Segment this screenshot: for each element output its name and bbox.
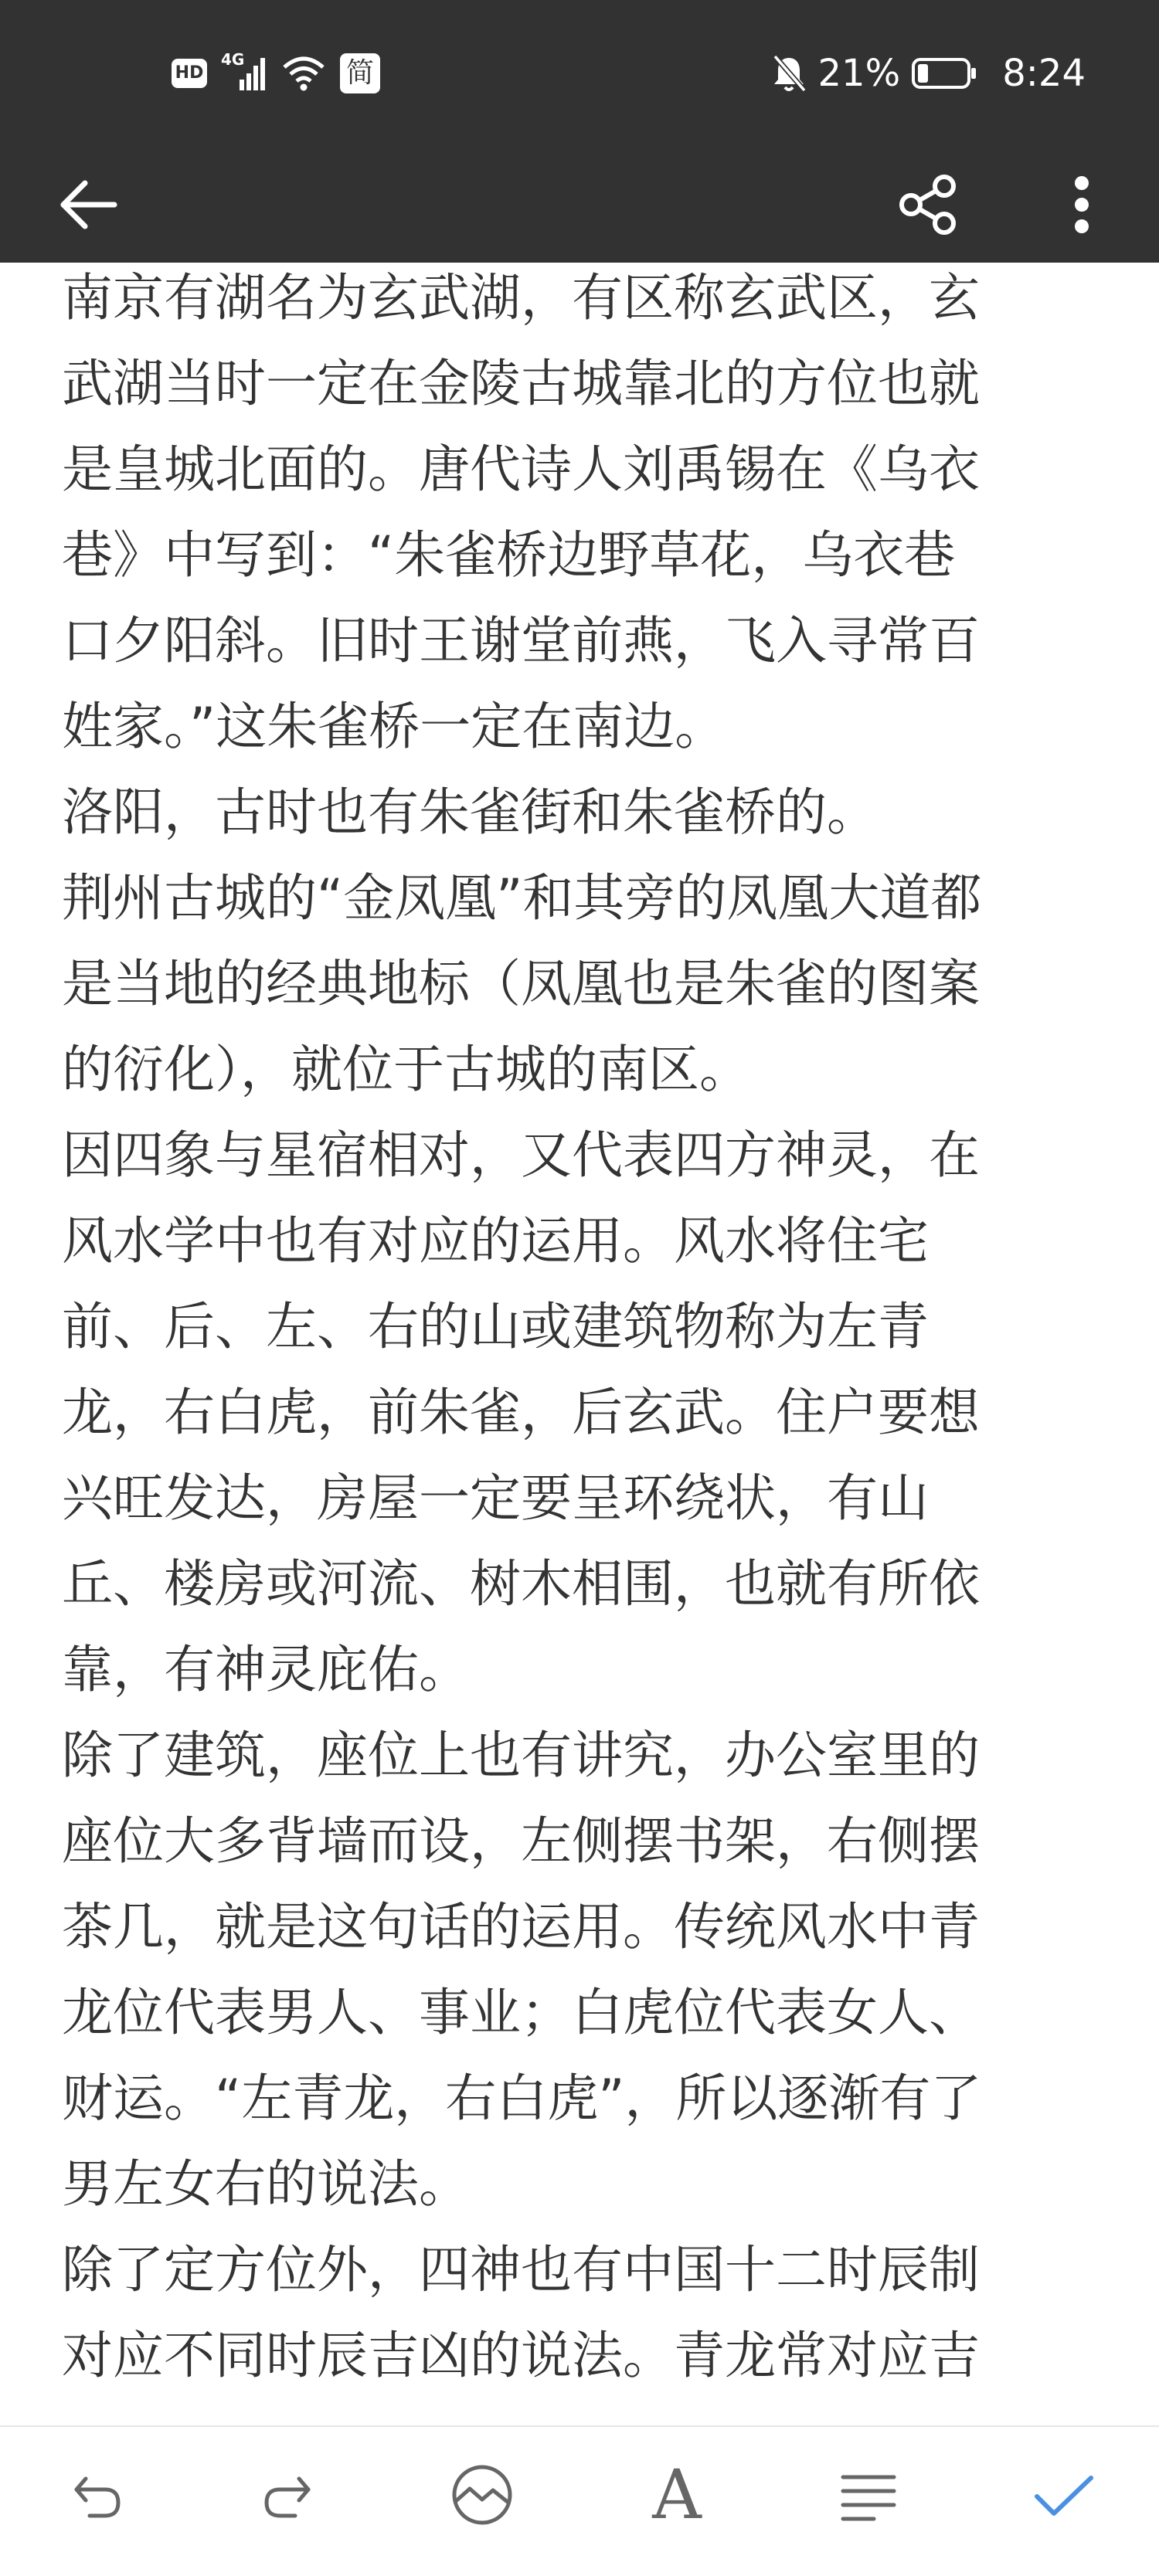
undo-button[interactable]: [59, 2456, 136, 2534]
article-line: 荆州古城的“金凤凰”和其旁的凤凰大道都: [62, 868, 982, 928]
article-line: 巷》中写到：“朱雀桥边野草花，乌衣巷: [62, 525, 956, 585]
article-line: 茶几，就是这句话的运用。传统风水中青: [62, 1897, 980, 1957]
done-button[interactable]: [1025, 2456, 1102, 2534]
article-paragraph: [62, 855, 1089, 1112]
sticker-icon: [445, 2458, 519, 2532]
status-left-icons: [172, 48, 380, 99]
clock: 8:24: [1002, 52, 1086, 95]
article-line: 丘、楼房或河流、树木相围，也就有所依: [62, 1554, 980, 1614]
article-line: 对应不同时辰吉凶的说法。青龙常对应吉: [62, 2326, 980, 2385]
cellular-signal-icon: [221, 50, 267, 92]
redo-icon: [253, 2460, 322, 2530]
article-line: 男左女右的说法。: [62, 2154, 470, 2214]
article-line: 座位大多背墙而设，左侧摆书架，右侧摆: [62, 1811, 980, 1871]
input-method-icon: 简: [340, 53, 380, 93]
top-bar: [0, 0, 1159, 263]
article-line: 除了建筑，座位上也有讲究，办公室里的: [62, 1726, 980, 1785]
back-button[interactable]: [54, 170, 124, 239]
check-icon: [1026, 2458, 1100, 2532]
article-line: 风水学中也有对应的运用。风水将住宅: [62, 1211, 929, 1271]
more-vert-icon: [1051, 166, 1113, 243]
hd-icon: HD: [172, 59, 207, 88]
share-button[interactable]: [889, 166, 966, 243]
share-icon: [889, 166, 966, 243]
article-line: 因四象与星宿相对，又代表四方神灵，在: [62, 1125, 980, 1185]
article-line: 姓家。”这朱雀桥一定在南边。: [62, 697, 726, 756]
wifi-icon: [281, 55, 326, 92]
redo-button[interactable]: [249, 2456, 326, 2534]
font-style-button[interactable]: A: [652, 2455, 702, 2534]
article-line: 的衍化），就位于古城的南区。: [62, 1040, 750, 1099]
status-bar: [0, 0, 1159, 147]
article-paragraph: [62, 2227, 1089, 2398]
text-align-icon: [834, 2460, 903, 2530]
article-line: 是当地的经典地标（凤凰也是朱雀的图案: [62, 954, 980, 1013]
article-line: 是皇城北面的。唐代诗人刘禹锡在《乌衣: [62, 440, 980, 499]
article-line: 洛阳，古时也有朱雀街和朱雀桥的。: [62, 782, 878, 842]
network-type-label: 4G: [221, 50, 245, 69]
article-paragraph: [62, 769, 1089, 855]
battery-icon: [911, 55, 977, 92]
back-arrow-icon: [54, 170, 124, 239]
bottom-toolbar: [0, 2425, 1159, 2576]
sticker-button[interactable]: [444, 2456, 521, 2534]
article-paragraph: [62, 1112, 1089, 1712]
article-line: 靠，有神灵庇佑。: [62, 1640, 470, 1699]
article-line: 武湖当时一定在金陵古城靠北的方位也就: [62, 354, 980, 413]
article-line: 南京有湖名为玄武湖，有区称玄武区，玄: [62, 268, 980, 328]
article-line: 口夕阳斜。旧时王谢堂前燕，飞入寻常百: [62, 611, 980, 670]
article-line: 财运。“左青龙，右白虎”，所以逐渐有了: [62, 2069, 982, 2128]
mute-bell-icon: [770, 53, 807, 93]
text-align-button[interactable]: [830, 2456, 907, 2534]
more-options-button[interactable]: [1051, 166, 1113, 243]
article-line: 前、后、左、右的山或建筑物称为左青: [62, 1297, 929, 1356]
article-line: 龙，右白虎，前朱雀，后玄武。住户要想: [62, 1383, 980, 1442]
article-line: 除了定方位外，四神也有中国十二时辰制: [62, 2240, 980, 2299]
app-bar: [0, 147, 1159, 263]
article-paragraph: [62, 255, 1089, 769]
article-line: 龙位代表男人、事业；白虎位代表女人、: [62, 1983, 980, 2042]
status-right-icons: [770, 48, 1086, 99]
article-line: 兴旺发达，房屋一定要呈环绕状，有山: [62, 1468, 929, 1528]
article-body[interactable]: [62, 255, 1089, 2398]
article-paragraph: [62, 1712, 1089, 2227]
battery-percent: 21%: [817, 52, 901, 95]
undo-icon: [63, 2460, 132, 2530]
